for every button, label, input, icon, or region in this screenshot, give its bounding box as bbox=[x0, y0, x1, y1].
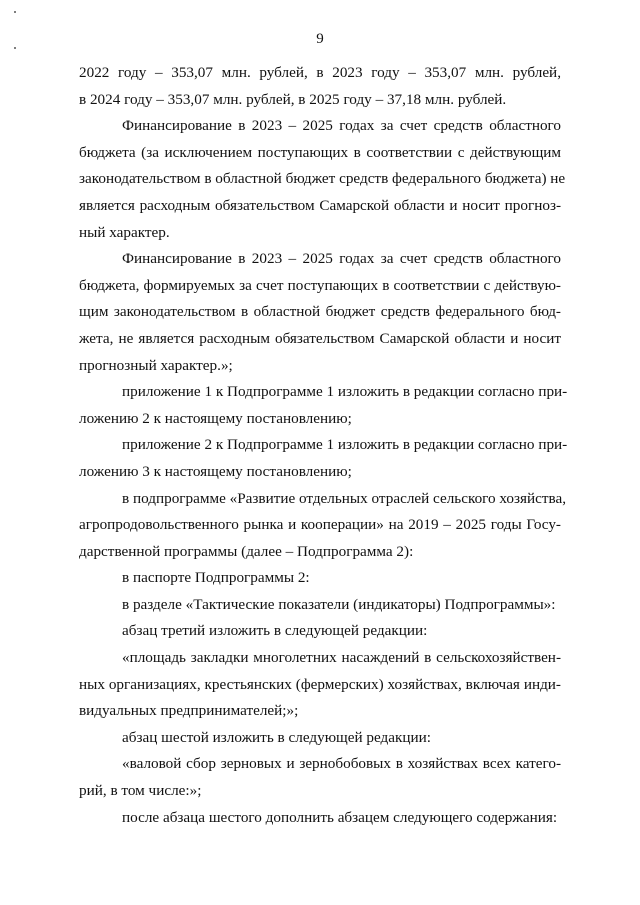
document-body bbox=[79, 60, 568, 831]
text-line: бюджета (за исключением поступающих в соответствии с действующим bbox=[79, 143, 561, 161]
text-line: абзац шестой изложить в следующей редакции: bbox=[122, 728, 431, 746]
text-line: 2022 году – 353,07 млн. рублей, в 2023 году – 353,07 млн. рублей, bbox=[79, 64, 561, 81]
text-line: дарственной программы (далее – Подпрограмма 2): bbox=[79, 542, 414, 560]
text-line: агропродовольственного рынка и кооперации» на 2019 – 2025 годы Госу- bbox=[79, 516, 561, 534]
text-line: ный характер. bbox=[79, 223, 170, 241]
text-line: прогнозный характер.»; bbox=[79, 356, 233, 374]
text-line: ложению 2 к настоящему постановлению; bbox=[79, 409, 352, 427]
text-line: жета, не является расходным обязательством Самарской области и носит bbox=[79, 329, 561, 347]
text-line: Финансирование в 2023 – 2025 годах за счет средств областного bbox=[122, 117, 561, 135]
scan-speck bbox=[14, 11, 16, 13]
text-line: в разделе «Тактические показатели (индикаторы) Подпрограммы»: bbox=[122, 595, 556, 613]
text-line: щим законодательством в областной бюджет средств федерального бюд- bbox=[79, 303, 561, 321]
text-line: в подпрограмме «Развитие отдельных отраслей сельского хозяйства, bbox=[122, 489, 567, 507]
text-line: в 2024 году – 353,07 млн. рублей, в 2025 году – 37,18 млн. рублей. bbox=[79, 90, 507, 108]
text-line: приложение 1 к Подпрограмме 1 изложить в редакции согласно при- bbox=[122, 383, 568, 401]
text-line: видуальных предпринимателей;»; bbox=[79, 702, 299, 720]
text-line: в паспорте Подпрограммы 2: bbox=[122, 569, 310, 587]
text-line: рий, в том числе:»; bbox=[79, 782, 202, 800]
text-line: после абзаца шестого дополнить абзацем следующего содержания: bbox=[122, 808, 558, 826]
text-line: бюджета, формируемых за счет поступающих в соответствии с действую- bbox=[79, 276, 561, 294]
text-line: «валовой сбор зерновых и зернобобовых в хозяйствах всех катего- bbox=[122, 755, 561, 773]
page-number: 9 bbox=[316, 31, 324, 47]
text-line: Финансирование в 2023 – 2025 годах за счет средств областного bbox=[122, 250, 561, 268]
text-line: абзац третий изложить в следующей редакции: bbox=[122, 622, 428, 640]
text-line: законодательством в областной бюджет средств федерального бюджета) не bbox=[79, 170, 566, 188]
text-line: ложению 3 к настоящему постановлению; bbox=[79, 462, 352, 480]
text-line: ных организациях, крестьянских (фермерских) хозяйствах, включая инди- bbox=[79, 675, 561, 693]
text-line: «площадь закладки многолетних насаждений в сельскохозяйствен- bbox=[122, 649, 561, 667]
text-line: является расходным обязательством Самарской области и носит прогноз- bbox=[79, 196, 561, 214]
text-line: приложение 2 к Подпрограмме 1 изложить в редакции согласно при- bbox=[122, 436, 568, 454]
